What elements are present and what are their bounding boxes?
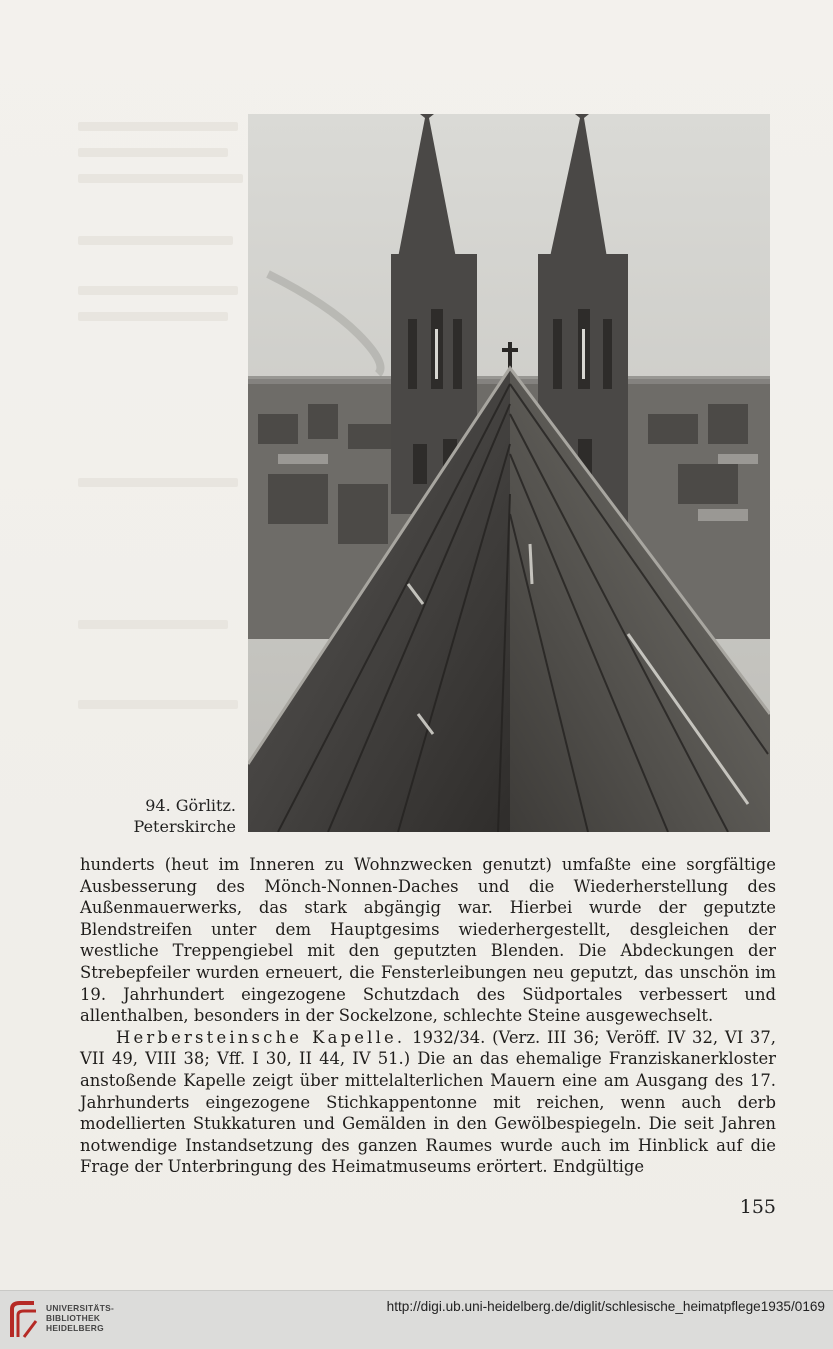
bleed-through [78, 174, 243, 183]
body-text [80, 854, 776, 1178]
bleed-through [78, 312, 228, 321]
paragraph-2 [80, 1027, 776, 1178]
caption-subject: Peterskirche [133, 817, 236, 836]
footer-bar [0, 1290, 833, 1349]
paragraph-2-heading: Herbersteinsche Kapelle. [116, 1027, 406, 1047]
library-logo-icon [8, 1299, 40, 1339]
paragraph-2-text: 1932/34. (Verz. III 36; Veröff. IV 32, VI 37, VII 49, VIII 38; Vff. I 30, II 44, IV 51.) Die an das ehemalige Franziskanerkloster anstoßende Kapelle zeigt über mittelalterlichen Mauern eine am Ausgang des 17. Jahrhunderts eingezogene Stichkappentonne mit reichen, wenn auch derb modellierten Stukkaturen und Gemälden in den Gewölbespiegeln. Die seit Jahren notwendige Instandsetzung des ganzen Raumes wurde auch im Hinblick auf die Frage der Unterbringung des Heimatmuseums erörtert. Endgültige [80, 1027, 776, 1177]
library-name-line2: BIBLIOTHEK [46, 1313, 101, 1323]
bleed-through [78, 148, 228, 157]
library-name-line3: HEIDELBERG [46, 1323, 104, 1333]
bleed-through [78, 122, 238, 131]
library-name [46, 1303, 114, 1333]
permalink-url[interactable]: http://digi.ub.uni-heidelberg.de/diglit/schlesische_heimatpflege1935/0169 [386, 1299, 825, 1314]
bleed-through [78, 620, 228, 629]
caption-number-place: 94. Görlitz. [145, 796, 236, 815]
bleed-through [78, 286, 238, 295]
bleed-through [78, 236, 233, 245]
bleed-through [78, 700, 238, 709]
page-number: 155 [739, 1196, 776, 1218]
paragraph-1: hunderts (heut im Inneren zu Wohnzwecken genutzt) umfaßte eine sorgfältige Ausbesserung des Mönch-Nonnen-Daches und die Wiederherstellung des Außenmauerwerks, das stark abgängig war. Hierbei wurde der geputzte Blendstreifen unter dem Hauptgesims wiederhergestellt, desgleichen der westliche Treppengiebel mit den geputzten Blenden. Die Abdeckungen der Strebepfeiler wurden erneuert, die Fensterleibungen neu geputzt, das unschön im 19. Jahrhundert eingezogene Schutzdach des Südportales verbessert und allenthalben, besonders in der Sockelzone, schlechte Steine ausgewechselt. [80, 855, 776, 1026]
church-photograph [248, 114, 770, 832]
church-roof-spires-illustration [248, 114, 770, 832]
library-name-line1: UNIVERSITÄTS- [46, 1303, 115, 1313]
figure-caption [110, 795, 236, 837]
bleed-through [78, 478, 238, 487]
